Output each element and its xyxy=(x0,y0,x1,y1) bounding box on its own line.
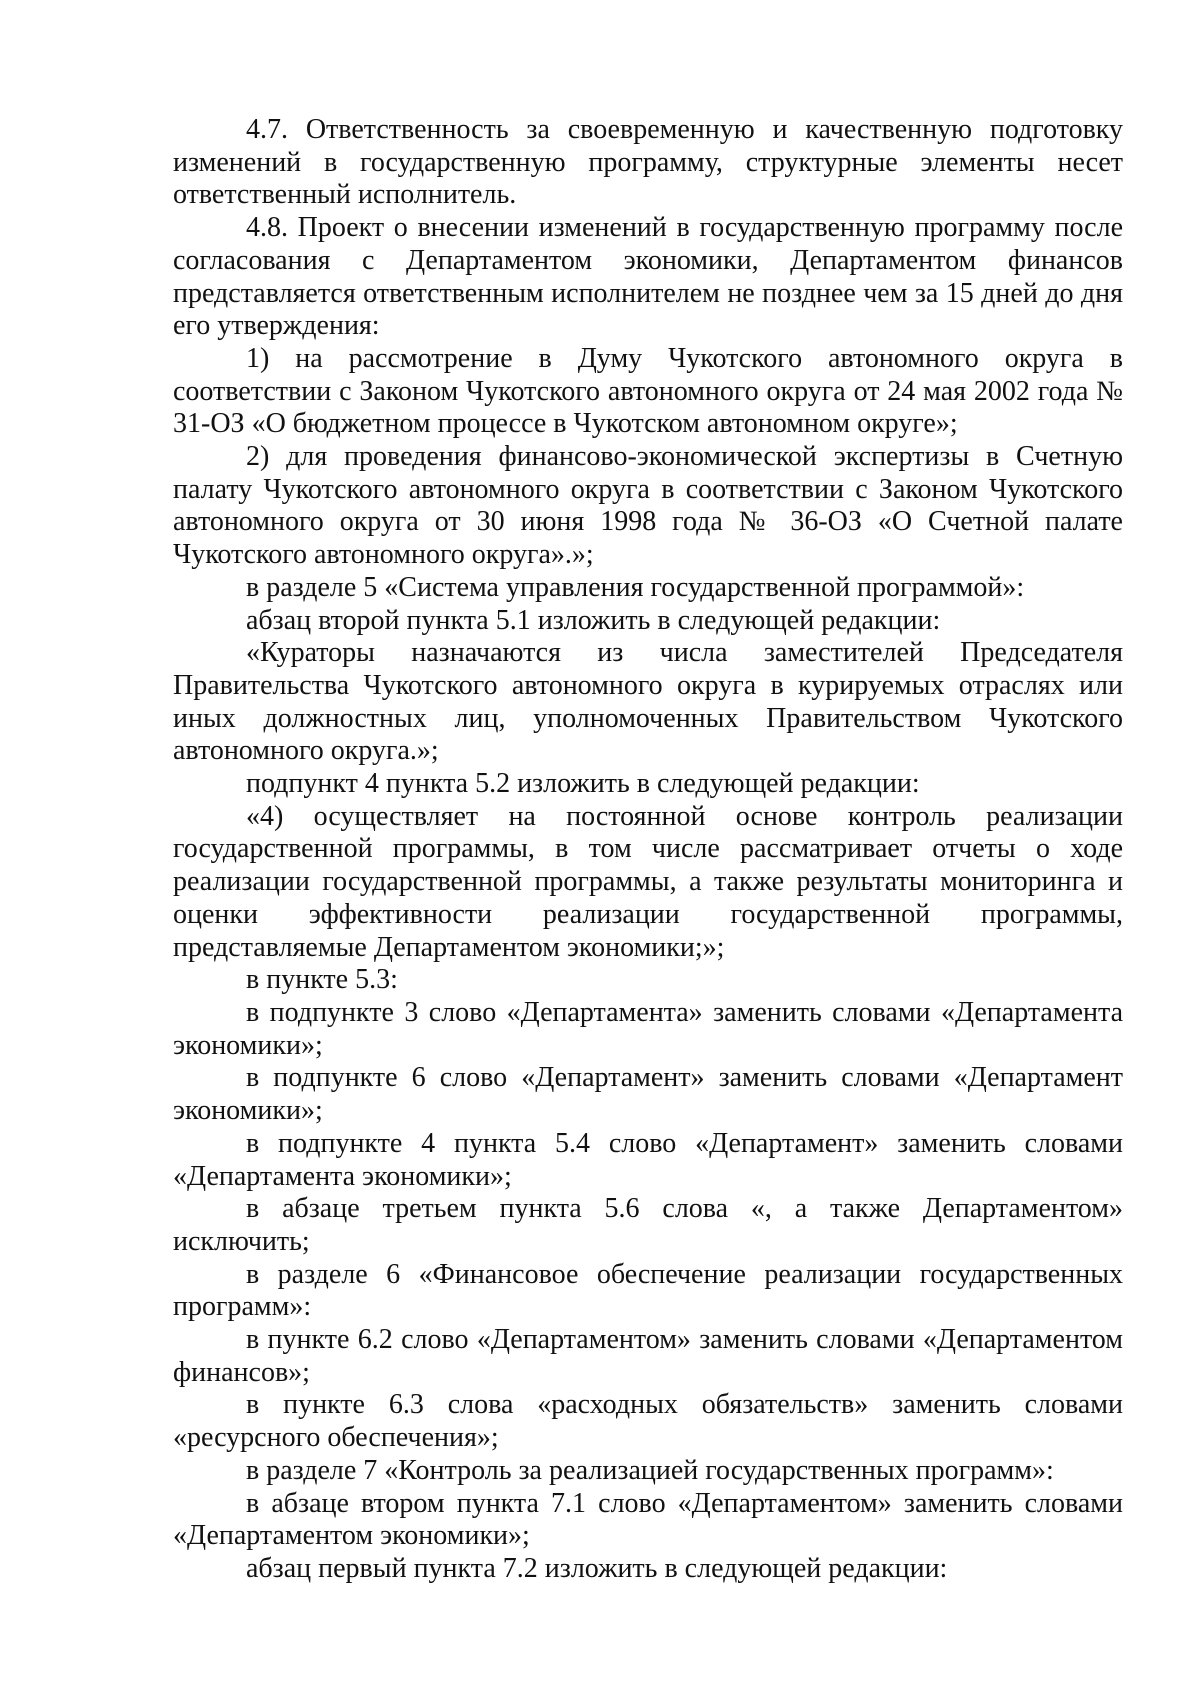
paragraph-section-7: в разделе 7 «Контроль за реализацией государственных программ»: xyxy=(246,1454,1054,1486)
paragraph-6-2: в пункте 6.2 слово «Департаментом» заменить словами «Департаментом финансов»; xyxy=(173,1324,1123,1388)
paragraph-4-8-item-1: 1) на рассмотрение в Думу Чукотского автономного округа в соответствии с Законом Чукотского автономного округа от 24 мая 2002 года № 31-ОЗ «О бюджетном процессе в Чукотском автономном округе»; xyxy=(173,342,1123,440)
paragraph-5-2-intro: подпункт 4 пункта 5.2 изложить в следующей редакции: xyxy=(246,768,920,800)
paragraph-5-6: в абзаце третьем пункта 5.6 слова «, а также Департаментом» исключить; xyxy=(173,1193,1123,1257)
paragraph-5-3-sub-6: в подпункте 6 слово «Департамент» заменить словами «Департамент экономики»; xyxy=(173,1062,1123,1127)
paragraph-5-1-intro: абзац второй пункта 5.1 изложить в следующей редакции: xyxy=(246,604,941,636)
paragraph-5-3-sub-3: в подпункте 3 слово «Департамента» заменить словами «Департамента экономики»; xyxy=(173,996,1123,1061)
paragraph-6-3: в пункте 6.3 слова «расходных обязательств» заменить словами «ресурсного обеспечения»; xyxy=(173,1389,1123,1454)
paragraph-4-8: 4.8. Проект о внесении изменений в государственную программу после согласования с Департаментом экономики, Департаментом финансов представляется ответственным исполнителем не позднее чем за 15 дней до дня его утверждения: xyxy=(173,212,1123,342)
paragraph-7-2-intro: абзац первый пункта 7.2 изложить в следующей редакции: xyxy=(246,1552,948,1584)
paragraph-5-3-intro: в пункте 5.3: xyxy=(246,964,398,996)
paragraph-5-2-text: «4) осуществляет на постоянной основе контроль реализации государственной программы, в том числе рассматривает отчеты о ходе реализации государственной программы, а также результаты мониторинга и оценки эффективности реализации государственной программы, представляемые Департаментом экономики;»; xyxy=(173,800,1123,963)
paragraph-4-8-item-2: 2) для проведения финансово-экономической экспертизы в Счетную палату Чукотского автономного округа в соответствии с Законом Чукотского автономного округа от 30 июня 1998 года № 36-ОЗ «О Счетной палате Чукотского автономного округа».»; xyxy=(173,441,1123,571)
paragraph-5-4-sub-4: в подпункте 4 пункта 5.4 слово «Департамент» заменить словами «Департамента экономики»; xyxy=(173,1127,1123,1192)
paragraph-7-1: в абзаце втором пункта 7.1 слово «Департаментом» заменить словами «Департаментом экономики»; xyxy=(173,1487,1123,1552)
paragraph-section-6: в разделе 6 «Финансовое обеспечение реализации государственных программ»: xyxy=(173,1258,1123,1323)
paragraph-section-5: в разделе 5 «Система управления государственной программой»: xyxy=(246,571,1025,603)
paragraph-5-1-text: «Кураторы назначаются из числа заместителей Председателя Правительства Чукотского автономного округа в курируемых отраслях или иных должностных лиц, уполномоченных Правительством Чукотского автономного округа.»; xyxy=(173,637,1123,767)
document-body xyxy=(173,114,1123,1586)
paragraph-4-7: 4.7. Ответственность за своевременную и качественную подготовку изменений в государственную программу, структурные элементы несет ответственный исполнитель. xyxy=(173,114,1123,211)
